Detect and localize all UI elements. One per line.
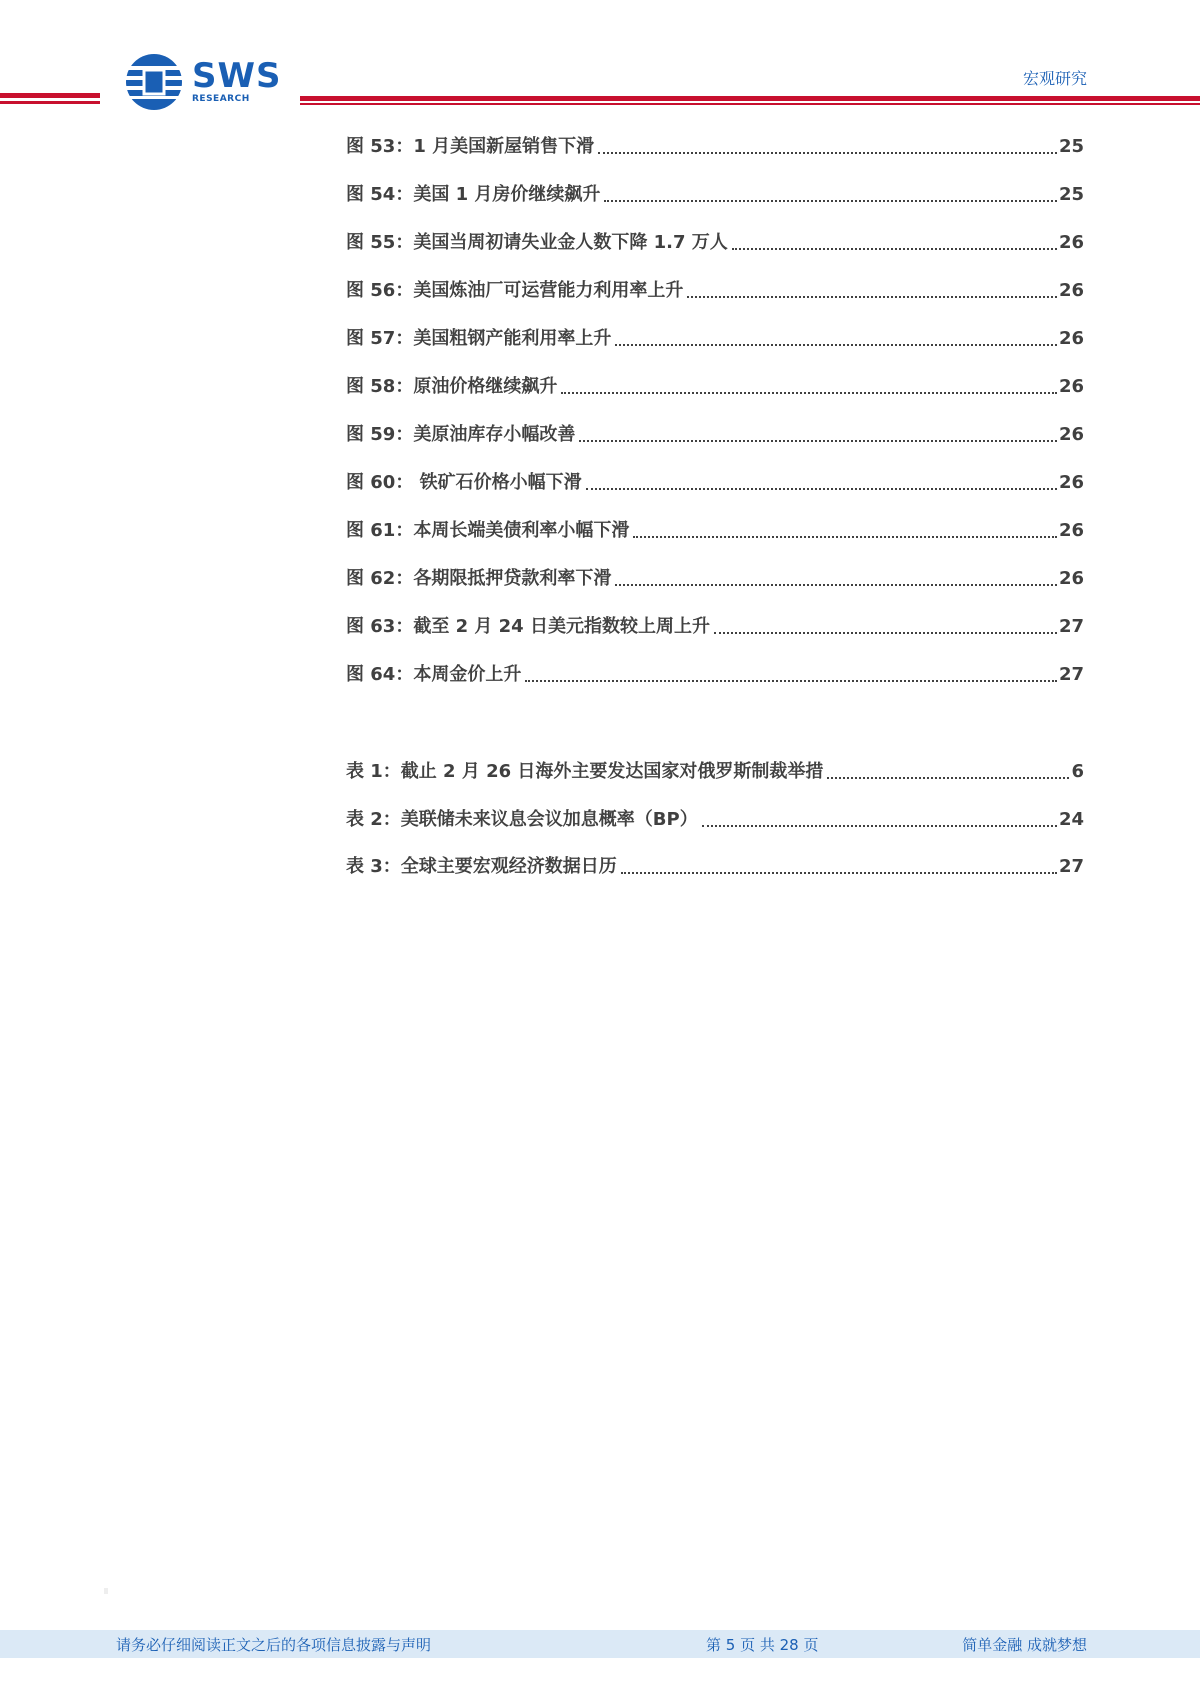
- toc-entry-page: 25: [1058, 184, 1084, 205]
- toc-entry-page: 27: [1058, 616, 1084, 637]
- toc-leader-dots: [714, 631, 1057, 634]
- header-rule-left-thin: [0, 101, 100, 104]
- toc-entry-label: 图 55：美国当周初请失业金人数下降 1.7 万人: [346, 232, 728, 253]
- toc-entry-page: 6: [1071, 761, 1084, 782]
- toc-leader-dots: [702, 824, 1057, 827]
- toc-entry-label: 图 64：本周金价上升: [346, 664, 522, 685]
- toc-table-entry[interactable]: [346, 805, 1084, 835]
- toc-entry-label: 图 57：美国粗钢产能利用率上升: [346, 328, 612, 349]
- toc-entry-page: 27: [1058, 856, 1084, 877]
- header-rule-right-thin: [300, 103, 1200, 105]
- toc-leader-dots: [827, 776, 1069, 779]
- toc-leader-dots: [525, 679, 1057, 682]
- sws-logo: [124, 50, 284, 114]
- toc-leader-dots: [579, 439, 1057, 442]
- toc-entry[interactable]: [346, 180, 1084, 210]
- header-rule-left: [0, 93, 100, 98]
- toc-entry-label: 图 56：美国炼油厂可运营能力利用率上升: [346, 280, 684, 301]
- toc-entry-page: 26: [1058, 232, 1084, 253]
- logo-subtext: RESEARCH: [192, 94, 250, 104]
- toc-entry-page: 26: [1058, 328, 1084, 349]
- toc-entry-page: 26: [1058, 280, 1084, 301]
- sws-globe-icon: [124, 52, 184, 112]
- toc-leader-dots: [561, 391, 1057, 394]
- toc-entry[interactable]: [346, 420, 1084, 450]
- page-footer: [0, 1630, 1200, 1658]
- toc-entry-label: 图 59：美原油库存小幅改善: [346, 424, 576, 445]
- toc-entry-label: 表 2：美联储未来议息会议加息概率（BP）: [346, 809, 698, 830]
- toc-entry-label: 图 63：截至 2 月 24 日美元指数较上周上升: [346, 616, 710, 637]
- toc-entry[interactable]: [346, 324, 1084, 354]
- toc-leader-dots: [621, 871, 1057, 874]
- header-rule-right: [300, 96, 1200, 101]
- toc-entry[interactable]: [346, 468, 1084, 498]
- toc-table-entry[interactable]: [346, 757, 1084, 787]
- toc-entry[interactable]: [346, 228, 1084, 258]
- toc-leader-dots: [687, 295, 1057, 298]
- toc-entry-label: 图 58：原油价格继续飙升: [346, 376, 558, 397]
- toc-entry-label: 图 62：各期限抵押贷款利率下滑: [346, 568, 612, 589]
- toc-entry-label: 图 54：美国 1 月房价继续飙升: [346, 184, 601, 205]
- toc-entry[interactable]: [346, 612, 1084, 642]
- toc-entry-page: 26: [1058, 424, 1084, 445]
- toc-entry-page: 26: [1058, 568, 1084, 589]
- toc-entry[interactable]: [346, 564, 1084, 594]
- toc-entry[interactable]: [346, 132, 1084, 162]
- toc-entry-page: 26: [1058, 376, 1084, 397]
- toc-leader-dots: [586, 487, 1057, 490]
- toc-entry-page: 25: [1058, 136, 1084, 157]
- toc-entry[interactable]: [346, 276, 1084, 306]
- toc-entry-page: 26: [1058, 520, 1084, 541]
- toc-entry-page: 27: [1058, 664, 1084, 685]
- section-label: 宏观研究: [1022, 69, 1087, 88]
- footer-slogan: 简单金融 成就梦想: [962, 1636, 1087, 1654]
- toc-entry[interactable]: [346, 372, 1084, 402]
- toc-entry[interactable]: [346, 660, 1084, 690]
- toc-leader-dots: [615, 583, 1057, 586]
- toc-entry-label: 表 1：截止 2 月 26 日海外主要发达国家对俄罗斯制裁举措: [346, 761, 824, 782]
- toc-entry-page: 26: [1058, 472, 1084, 493]
- toc-leader-dots: [604, 199, 1057, 202]
- toc-table-entry[interactable]: [346, 852, 1084, 882]
- toc-leader-dots: [615, 343, 1057, 346]
- toc-leader-dots: [732, 247, 1057, 250]
- footer-page-number: 第 5 页 共 28 页: [706, 1636, 819, 1654]
- footer-disclaimer: 请务必仔细阅读正文之后的各项信息披露与声明: [116, 1636, 432, 1654]
- toc-entry-label: 表 3：全球主要宏观经济数据日历: [346, 856, 617, 877]
- toc-entry-label: 图 60： 铁矿石价格小幅下滑: [346, 472, 582, 493]
- logo-text: SWS: [192, 56, 282, 96]
- toc-entry-label: 图 53：1 月美国新屋销售下滑: [346, 136, 595, 157]
- toc-leader-dots: [633, 535, 1057, 538]
- toc-leader-dots: [598, 151, 1057, 154]
- toc-entry-page: 24: [1058, 809, 1084, 830]
- toc-entry-label: 图 61：本周长端美债利率小幅下滑: [346, 520, 630, 541]
- faint-mark: [104, 1588, 108, 1594]
- toc-entry[interactable]: [346, 516, 1084, 546]
